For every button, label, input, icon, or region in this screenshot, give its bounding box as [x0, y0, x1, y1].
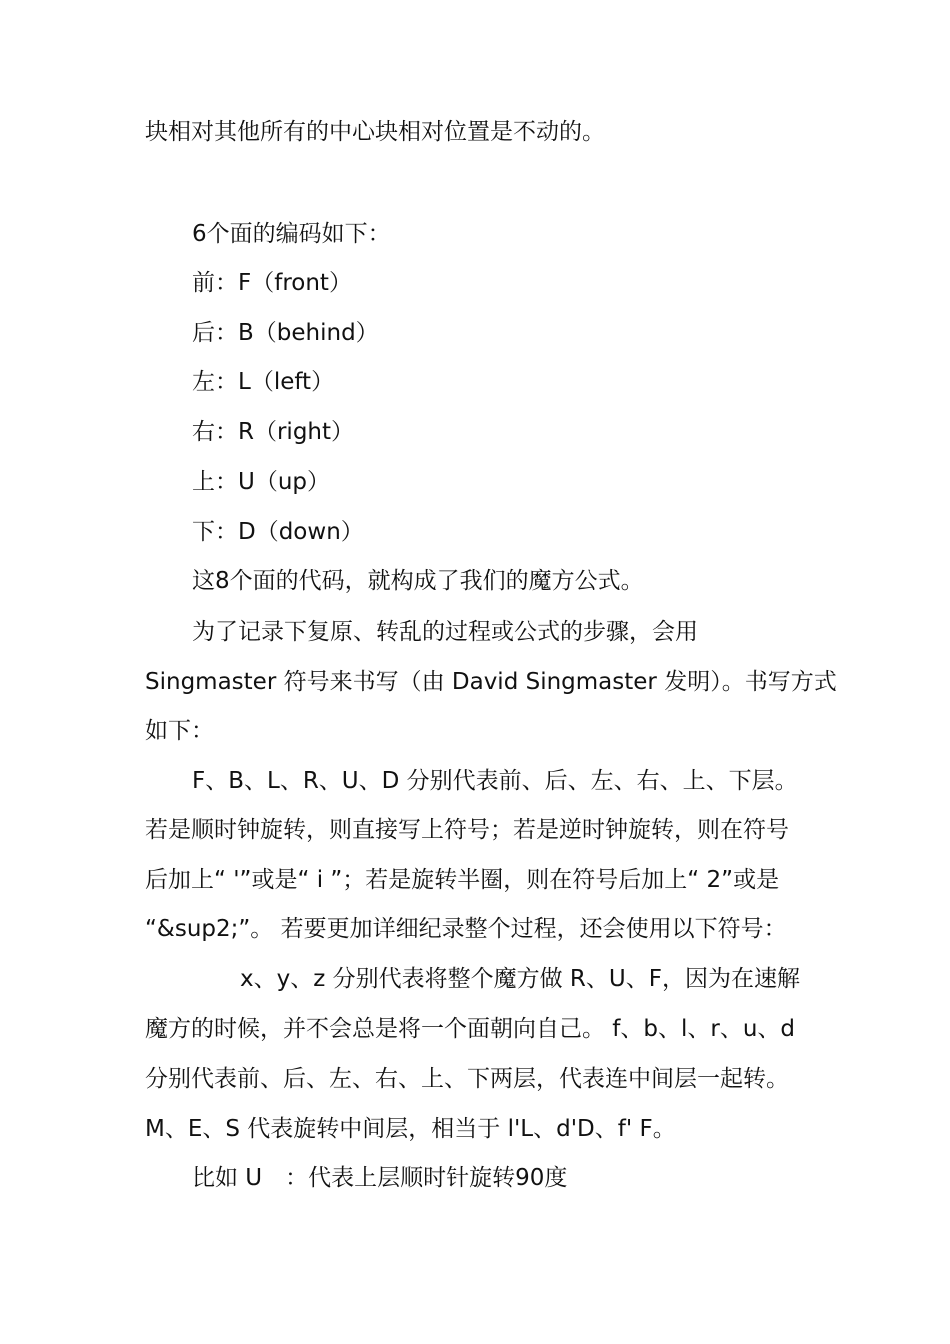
text-line: 后加上“ '”或是“ i ”；若是旋转半圈，则在符号后加上“ 2”或是 [145, 867, 780, 893]
text-line: “&sup2;”。 若要更加详细纪录整个过程，还会使用以下符号： [145, 916, 787, 942]
text-line: 为了记录下复原、转乱的过程或公式的步骤，会用 [192, 619, 698, 645]
text-line: x、y、z 分别代表将整个魔方做 R、U、F，因为在速解 [240, 966, 800, 992]
text-line: 如下： [145, 718, 214, 744]
text-line: F、B、L、R、U、D 分别代表前、后、左、右、上、下层。 [192, 768, 798, 794]
text-line: 块相对其他所有的中心块相对位置是不动的。 [145, 119, 605, 145]
text-line: 这8个面的代码，就构成了我们的魔方公式。 [192, 568, 644, 594]
text-line: 若是顺时钟旋转，则直接写上符号；若是逆时钟旋转，则在符号 [145, 817, 789, 843]
text-line: 右：R（right） [192, 419, 355, 445]
text-line: 下：D（down） [192, 519, 364, 545]
text-line: 6个面的编码如下： [192, 221, 391, 247]
text-line: Singmaster 符号来书写（由 David Singmaster 发明）。书写方式 [145, 669, 837, 695]
text-line: 左：L（left） [192, 369, 335, 395]
text-line: 魔方的时候，并不会总是将一个面朝向自己。 f、b、l、r、u、d [145, 1016, 796, 1042]
text-line: M、E、S 代表旋转中间层，相当于 l'L、d'D、f' F。 [145, 1116, 676, 1142]
text-line: 分别代表前、后、左、右、上、下两层，代表连中间层一起转。 [145, 1066, 789, 1092]
text-line: 比如 U ：代表上层顺时针旋转90度 [192, 1165, 568, 1191]
text-line: 上：U（up） [192, 469, 331, 495]
text-line: 前：F（front） [192, 270, 352, 296]
text-line: 后：B（behind） [192, 320, 379, 346]
